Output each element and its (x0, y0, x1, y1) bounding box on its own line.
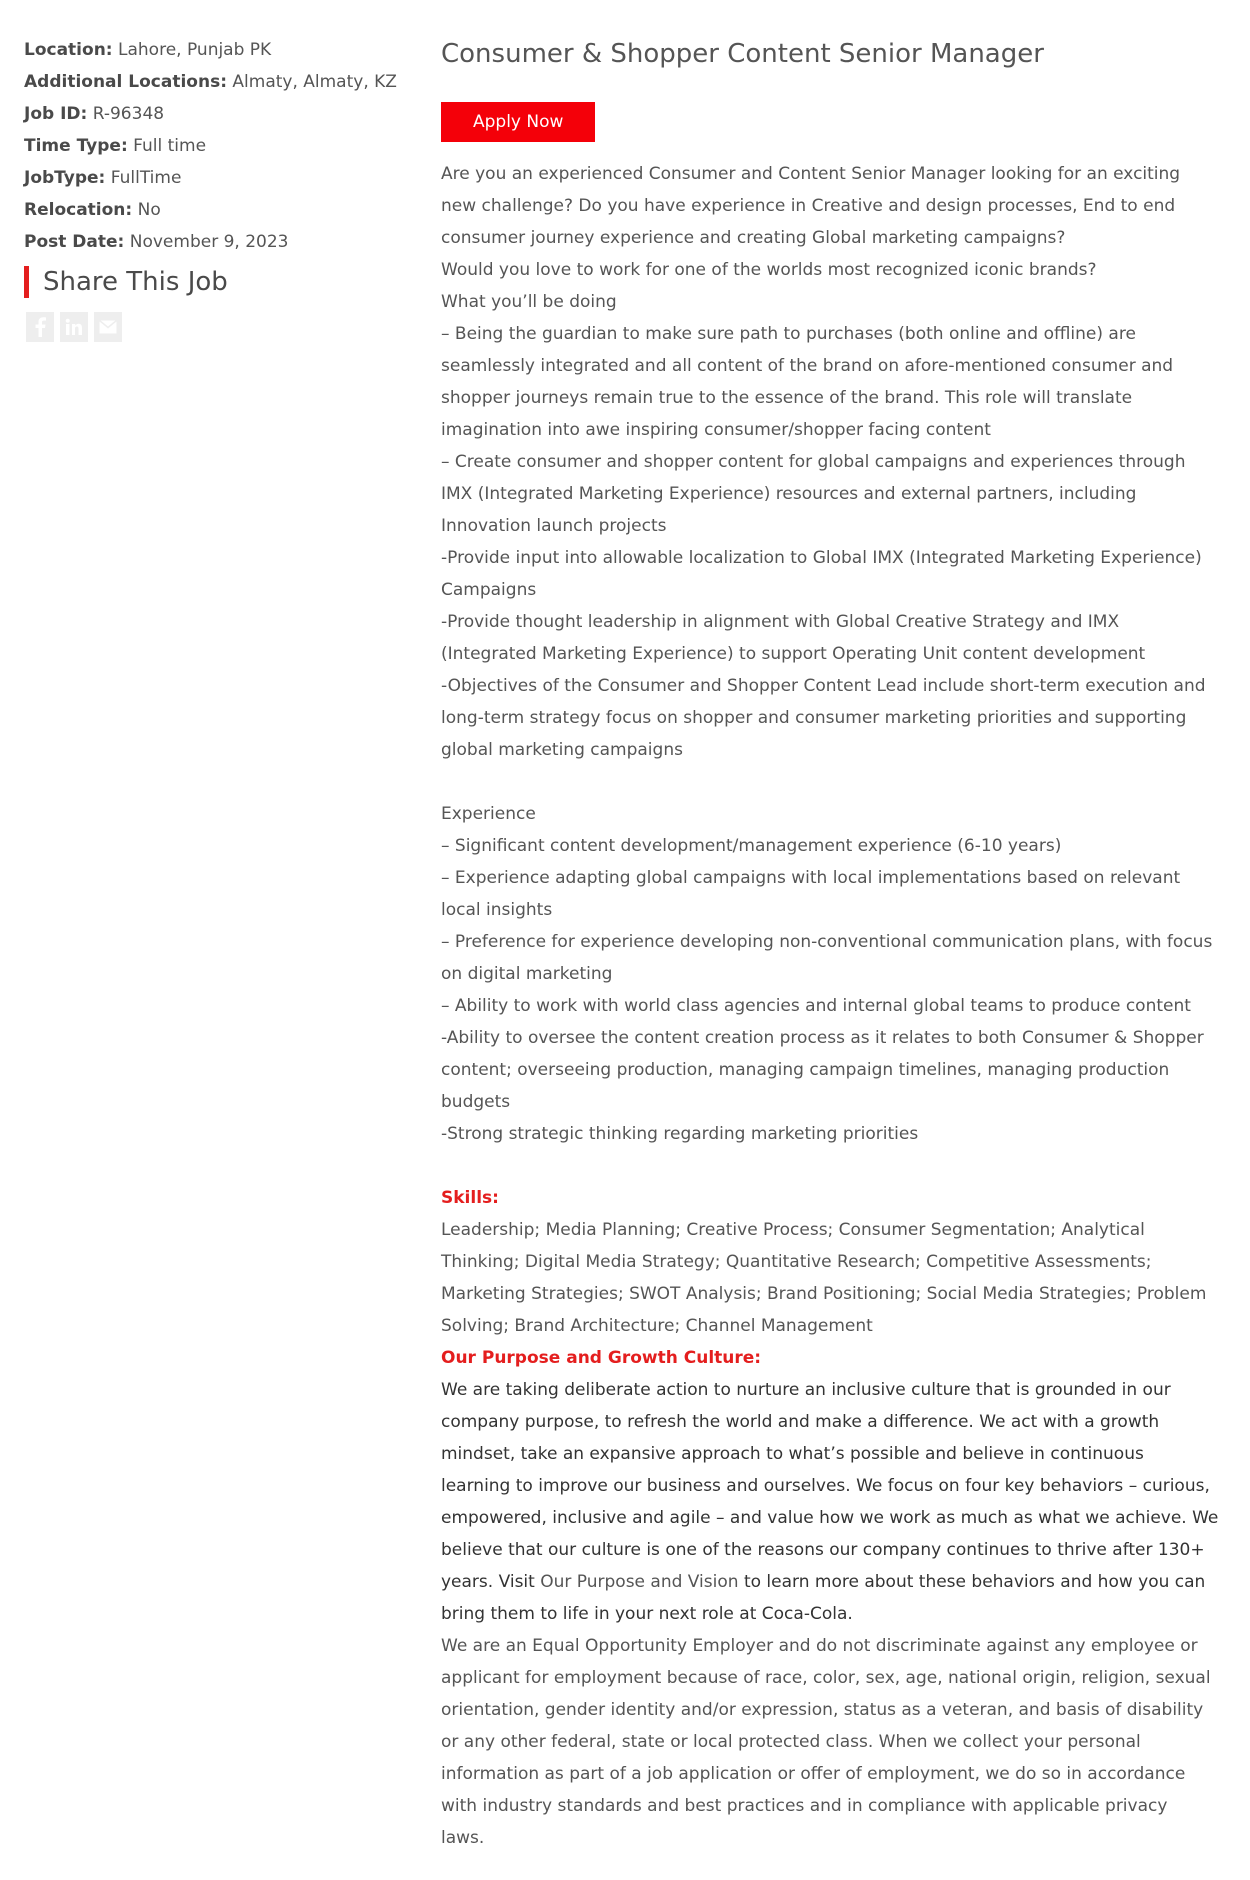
description-line: -Provide input into allowable localization to Global IMX (Integrated Marketing Experience) (441, 548, 1202, 568)
experience-line: local insights (441, 900, 553, 920)
meta-post-date (24, 226, 404, 258)
meta-label: Additional Locations: (24, 72, 227, 92)
experience-line: – Ability to work with world class agencies and internal global teams to produce content (441, 996, 1191, 1016)
our-purpose-and-vision-link[interactable]: Our Purpose and Vision (540, 1572, 739, 1592)
eeo-line: We are an Equal Opportunity Employer and do not discriminate against any employee or (441, 1636, 1198, 1656)
purpose-line: believe that our culture is one of the reasons our company continues to thrive after 130+ (441, 1540, 1205, 1560)
purpose-visit-post: to learn more about these behaviors and how you can (738, 1572, 1206, 1592)
purpose-line: company purpose, to refresh the world and make a difference. We act with a growth (441, 1412, 1160, 1432)
experience-line: -Strong strategic thinking regarding marketing priorities (441, 1124, 919, 1144)
job-main-content (441, 34, 1231, 1854)
meta-label: Relocation: (24, 200, 133, 220)
description-line: – Create consumer and shopper content for global campaigns and experiences through (441, 452, 1186, 472)
meta-time-type (24, 130, 404, 162)
purpose-line: empowered, inclusive and agile – and value how we work as much as what we achieve. We (441, 1508, 1219, 1528)
description-line: Would you love to work for one of the worlds most recognized iconic brands? (441, 260, 1097, 280)
skills-line: Thinking; Digital Media Strategy; Quantitative Research; Competitive Assessments; (441, 1252, 1152, 1272)
meta-value: Lahore, Punjab PK (118, 40, 272, 60)
description-line: new challenge? Do you have experience in Creative and design processes, End to end (441, 196, 1176, 216)
eeo-line: or any other federal, state or local protected class. When we collect your personal (441, 1732, 1141, 1752)
intro-section (441, 158, 1231, 766)
meta-value: Almaty, Almaty, KZ (232, 72, 397, 92)
skills-line: Marketing Strategies; SWOT Analysis; Brand Positioning; Social Media Strategies; Problem (441, 1284, 1207, 1304)
experience-line: -Ability to oversee the content creation process as it relates to both Consumer & Shopper (441, 1028, 1204, 1048)
purpose-last-line: bring them to life in your next role at Coca-Cola. (441, 1604, 853, 1624)
share-title: Share This Job (24, 266, 404, 298)
meta-value: Full time (133, 136, 207, 156)
meta-value: November 9, 2023 (129, 232, 289, 252)
eeo-line: orientation, gender identity and/or expression, status as a veteran, and basis of disability (441, 1700, 1204, 1720)
share-icons (24, 312, 404, 342)
job-title: Consumer & Shopper Content Senior Manager (441, 39, 1044, 69)
experience-line: content; overseeing production, managing campaign timelines, managing production (441, 1060, 1170, 1080)
email-icon[interactable] (94, 312, 122, 342)
meta-label: Job ID: (24, 104, 88, 124)
meta-value: R-96348 (92, 104, 165, 124)
skills-line: Solving; Brand Architecture; Channel Management (441, 1316, 873, 1336)
description-line: Campaigns (441, 580, 537, 600)
description-line: imagination into awe inspiring consumer/shopper facing content (441, 420, 991, 440)
description-line: What you’ll be doing (441, 292, 617, 312)
meta-label: Post Date: (24, 232, 125, 252)
description-line: shopper journeys remain true to the essence of the brand. This role will translate (441, 388, 1133, 408)
eeo-line: applicant for employment because of race, color, sex, age, national origin, religion, sexual (441, 1668, 1211, 1688)
description-line: long-term strategy focus on shopper and consumer marketing priorities and supporting (441, 708, 1187, 728)
linkedin-icon[interactable] (60, 312, 88, 342)
description-line: -Provide thought leadership in alignment with Global Creative Strategy and IMX (441, 612, 1120, 632)
description-line: – Being the guardian to make sure path to purchases (both online and offline) are (441, 324, 1136, 344)
purpose-line: mindset, take an expansive approach to what’s possible and believe in continuous (441, 1444, 1144, 1464)
apply-now-button[interactable]: Apply Now (441, 102, 595, 142)
meta-relocation (24, 194, 404, 226)
experience-line: Experience (441, 804, 536, 824)
eeo-line: with industry standards and best practices and in compliance with applicable privacy (441, 1796, 1168, 1816)
meta-job-type (24, 162, 404, 194)
purpose-heading: Our Purpose and Growth Culture: (441, 1348, 762, 1368)
meta-label: Location: (24, 40, 113, 60)
purpose-line: learning to improve our business and ourselves. We focus on four key behaviors – curious, (441, 1476, 1210, 1496)
description-line: consumer journey experience and creating Global marketing campaigns? (441, 228, 1066, 248)
meta-label: JobType: (24, 168, 106, 188)
description-line: global marketing campaigns (441, 740, 683, 760)
meta-additional-locations (24, 66, 404, 98)
eeo-line: laws. (441, 1828, 485, 1848)
purpose-visit-line (441, 1566, 1231, 1598)
spacer (441, 1150, 1231, 1182)
description-line: IMX (Integrated Marketing Experience) resources and external partners, including (441, 484, 1137, 504)
description-line: Innovation launch projects (441, 516, 667, 536)
experience-line: – Experience adapting global campaigns with local implementations based on relevant (441, 868, 1181, 888)
skills-line: Leadership; Media Planning; Creative Process; Consumer Segmentation; Analytical (441, 1220, 1145, 1240)
eeo-line: information as part of a job application or offer of employment, we do so in accordance (441, 1764, 1186, 1784)
spacer (441, 766, 1231, 798)
purpose-section (441, 1374, 1231, 1566)
experience-line: on digital marketing (441, 964, 613, 984)
meta-job-id (24, 98, 404, 130)
description-line: seamlessly integrated and all content of the brand on afore-mentioned consumer and (441, 356, 1174, 376)
purpose-line: We are taking deliberate action to nurture an inclusive culture that is grounded in our (441, 1380, 1171, 1400)
experience-line: budgets (441, 1092, 511, 1112)
description-line: -Objectives of the Consumer and Shopper Content Lead include short-term execution and (441, 676, 1206, 696)
purpose-visit-pre: years. Visit (441, 1572, 541, 1592)
description-line: Are you an experienced Consumer and Content Senior Manager looking for an exciting (441, 164, 1181, 184)
job-description (441, 158, 1231, 1854)
skills-heading: Skills: (441, 1188, 499, 1208)
experience-line: – Significant content development/management experience (6-10 years) (441, 836, 1062, 856)
facebook-icon[interactable] (26, 312, 54, 342)
experience-section (441, 798, 1231, 1150)
meta-value: No (137, 200, 161, 220)
job-meta-sidebar (24, 34, 404, 342)
skills-section (441, 1214, 1231, 1342)
eeo-section (441, 1630, 1231, 1854)
meta-label: Time Type: (24, 136, 128, 156)
meta-location (24, 34, 404, 66)
description-line: (Integrated Marketing Experience) to support Operating Unit content development (441, 644, 1146, 664)
meta-value: FullTime (110, 168, 182, 188)
experience-line: – Preference for experience developing non-conventional communication plans, with focus (441, 932, 1213, 952)
